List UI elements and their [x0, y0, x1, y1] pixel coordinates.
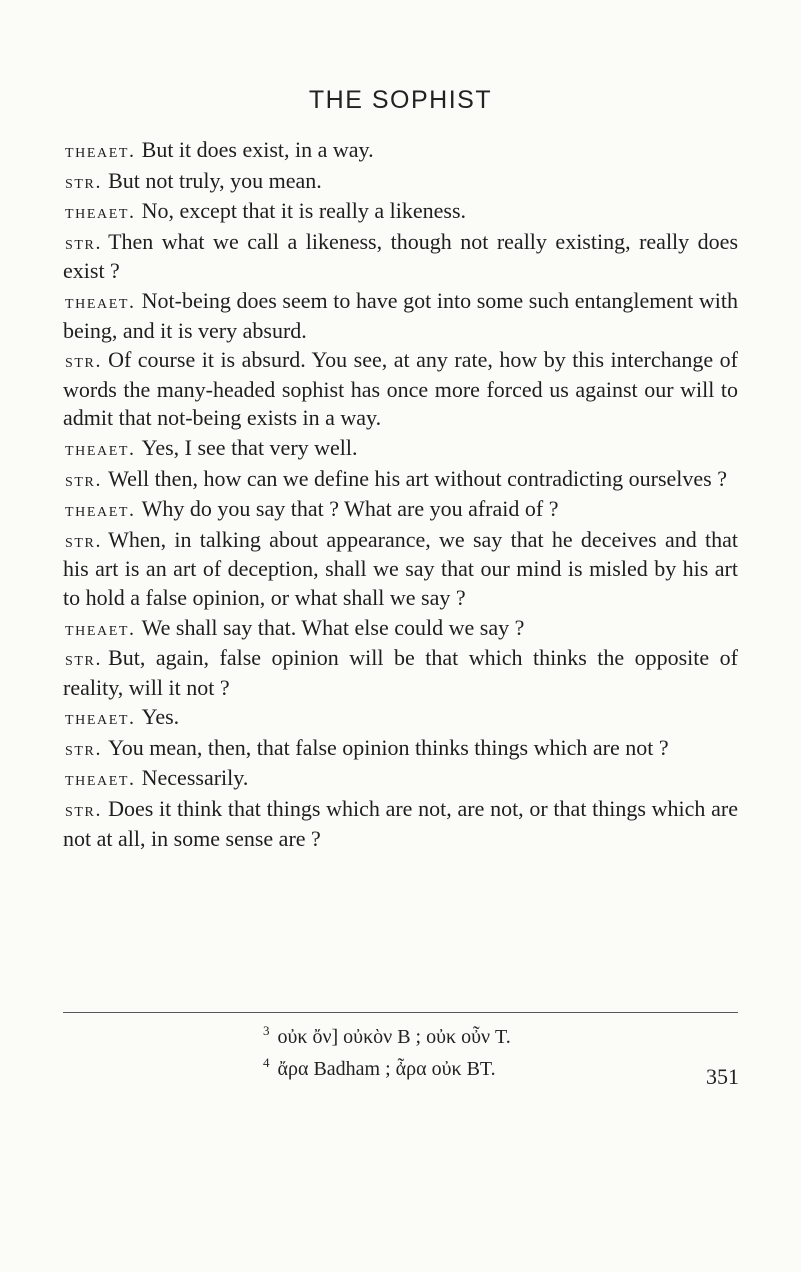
speaker-label: theaet. [65, 499, 136, 522]
speech-13 [63, 703, 738, 733]
speech-3 [63, 197, 738, 227]
speech-text: Not-being does seem to have got into some such entanglement with being, and it is very absurd. [63, 287, 738, 343]
running-head: THE SOPHIST [308, 86, 493, 114]
footnote-number: 3 [263, 1023, 270, 1038]
speech-text: Why do you say that ? What are you afraid of ? [141, 496, 559, 522]
page-number: 351 [706, 1064, 739, 1089]
speech-7 [63, 434, 738, 464]
speaker-label: theaet. [65, 201, 136, 224]
speech-10 [63, 526, 738, 613]
speech-text: Then what we call a likeness, though not really existing, really does exist ? [63, 228, 738, 284]
speech-1 [63, 136, 738, 166]
speaker-label: theaet. [65, 768, 136, 791]
dialogue-text [63, 136, 738, 854]
speech-8 [63, 465, 738, 495]
speech-12 [63, 644, 738, 702]
speaker-label: str. [65, 231, 103, 254]
speaker-label: theaet. [65, 707, 136, 730]
speaker-label: theaet. [65, 290, 136, 313]
speech-15 [63, 764, 738, 794]
speaker-label: str. [65, 737, 103, 760]
speech-text: Yes, I see that very well. [141, 434, 358, 460]
speech-text: No, except that it is really a likeness. [141, 198, 467, 224]
speech-11 [63, 614, 738, 644]
speech-text: But, again, false opinion will be that which thinks the opposite of reality, will it not ? [63, 645, 738, 700]
speech-text: You mean, then, that false opinion thinks things which are not ? [108, 734, 669, 760]
speech-text: But it does exist, in a way. [141, 137, 374, 162]
speaker-label: str. [65, 648, 103, 671]
footnote-text: ἄρα Badham ; ἆρα οὐκ BT. [277, 1058, 496, 1080]
speech-6 [63, 346, 738, 433]
speech-text: Of course it is absurd. You see, at any rate, how by this interchange of words the many-headed sophist has once more forced us against our will to admit that not-being exists in a way. [63, 347, 738, 431]
speech-text: Necessarily. [141, 765, 249, 791]
speaker-label: str. [65, 799, 103, 822]
speech-text: But not truly, you mean. [108, 167, 322, 193]
speech-16 [63, 795, 738, 853]
speaker-label: theaet. [65, 437, 136, 460]
speaker-label: theaet. [65, 617, 136, 640]
footnotes [0, 1018, 801, 1082]
speaker-label: str. [65, 468, 103, 491]
speaker-label: str. [65, 350, 103, 373]
footnote-4 [0, 1050, 801, 1082]
footnote-text: οὐκ ὄν] οὐκὸν B ; οὐκ οὖν T. [277, 1026, 511, 1048]
speaker-label: str. [65, 170, 103, 193]
speaker-label: theaet. [65, 140, 136, 162]
footnote-number: 4 [263, 1055, 270, 1070]
speech-text: Yes. [141, 704, 180, 730]
speech-2 [63, 167, 738, 197]
speech-text: Well then, how can we define his art without contradicting ourselves ? [108, 465, 728, 491]
speech-4 [63, 228, 738, 286]
speech-14 [63, 734, 738, 764]
speech-text: Does it think that things which are not, are not, or that things which are not at all, in some sense are ? [63, 796, 738, 851]
speech-text: We shall say that. What else could we say ? [141, 614, 525, 640]
speech-9 [63, 495, 738, 525]
footnote-3 [0, 1018, 801, 1050]
speech-text: When, in talking about appearance, we say that he deceives and that his art is an art of deception, shall we say that our mind is misled by his art to hold a false opinion, or what shall we say ? [63, 526, 738, 610]
footnote-rule [63, 1012, 738, 1013]
speech-5 [63, 287, 738, 345]
speaker-label: str. [65, 529, 103, 552]
